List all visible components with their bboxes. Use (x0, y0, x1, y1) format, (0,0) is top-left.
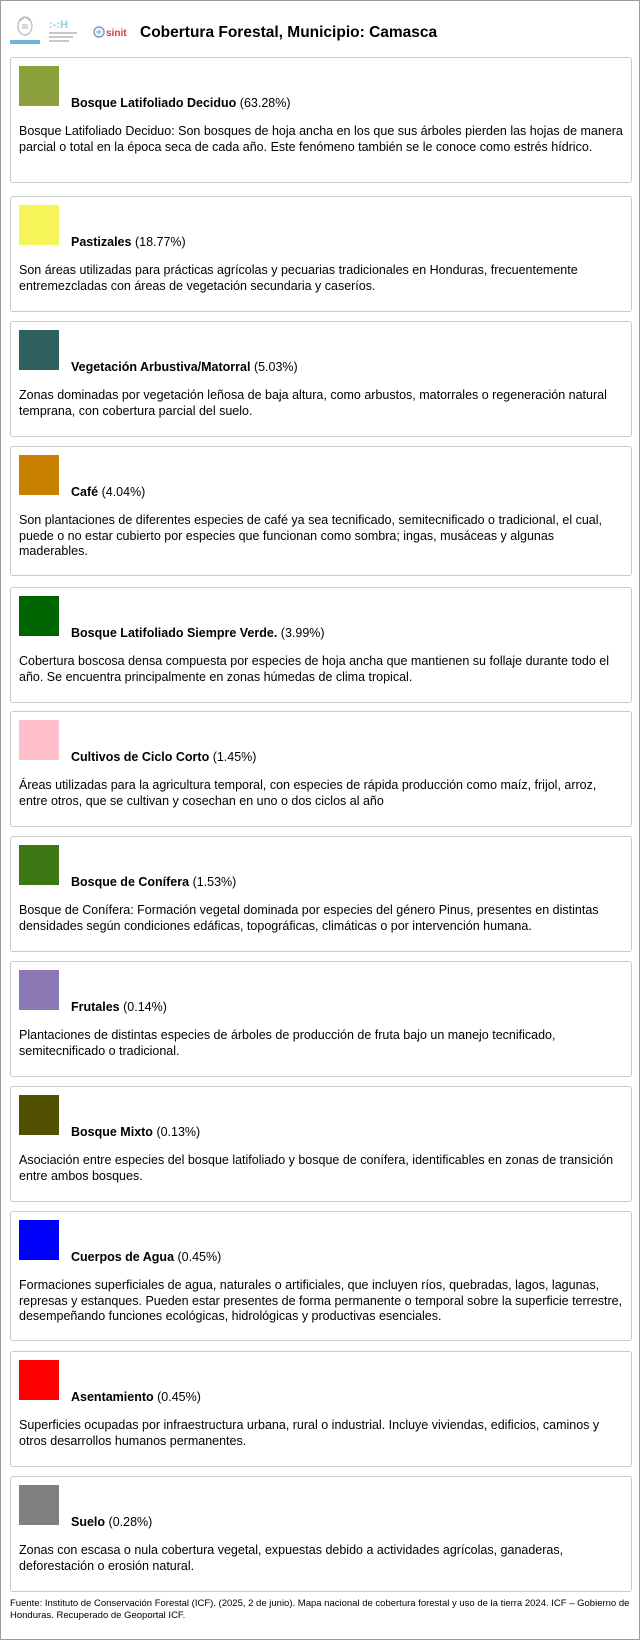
category-percent: (18.77%) (134, 235, 186, 249)
category-title (71, 875, 236, 889)
category-color-swatch (19, 845, 59, 885)
category-description: Plantaciones de distintas especies de árboles de producción de fruta bajo un manejo tecnificado, semitecnificado o tradicional. (19, 1028, 556, 1058)
category-name: Cuerpos de Agua (71, 1250, 175, 1264)
category-percent: (63.28%) (239, 96, 291, 110)
category-name: Bosque de Conífera (71, 875, 190, 889)
header (1, 1, 639, 53)
category-card (10, 196, 632, 312)
category-card (10, 1351, 632, 1467)
category-card (10, 587, 632, 703)
category-title (71, 750, 256, 764)
category-description: Asociación entre especies del bosque latifoliado y bosque de conífera, identificables en zonas de transición entre ambos bosques. (19, 1153, 614, 1183)
category-percent: (1.53%) (192, 875, 237, 889)
category-name: Bosque Mixto (71, 1125, 153, 1139)
category-percent: (0.45%) (177, 1250, 222, 1264)
category-color-swatch (19, 66, 59, 106)
category-percent: (4.04%) (101, 485, 146, 499)
category-title (71, 1250, 221, 1264)
category-description: Bosque de Conífera: Formación vegetal dominada por especies del género Pinus, presentes en distintas densidades según condiciones edáficas, topográficas, climáticas o por intervención humana. (19, 903, 599, 933)
category-name: Café (71, 485, 99, 499)
category-card (10, 57, 632, 183)
category-card (10, 1476, 632, 1592)
category-percent: (1.45%) (212, 750, 257, 764)
category-title (71, 360, 298, 374)
category-percent: (0.14%) (123, 1000, 167, 1014)
category-name: Bosque Latifoliado Siempre Verde. (71, 626, 278, 640)
category-color-swatch (19, 1360, 59, 1400)
category-description: Son áreas utilizadas para prácticas agrícolas y pecuarias tradicionales en Honduras, frecuentemente entremezcladas con áreas de vegetación secundaria y caseríos. (19, 263, 578, 293)
category-description: Son plantaciones de diferentes especies de café ya sea tecnificado, semitecnificado o tradicional, el cual, puede o no estar cubierto por especies que funcionan como sombra; ingas, musáceas y algunas maderables. (19, 513, 602, 558)
category-color-swatch (19, 1485, 59, 1525)
category-description: Áreas utilizadas para la agricultura temporal, con especies de rápida producción como maíz, frijol, arroz, entre otros, que se cultivan y cosechan en uno o dos ciclos al año (19, 778, 597, 808)
category-card (10, 1211, 632, 1341)
category-description: Zonas dominadas por vegetación leñosa de baja altura, como arbustos, matorrales o regeneración natural temprana, con cobertura parcial del suelo. (19, 388, 607, 418)
category-card (10, 711, 632, 827)
category-percent: (0.13%) (156, 1125, 201, 1139)
category-title (71, 626, 325, 640)
category-title (71, 235, 186, 249)
category-name: Frutales (71, 1000, 120, 1014)
category-card (10, 836, 632, 952)
category-color-swatch (19, 1220, 59, 1260)
category-percent: (0.45%) (157, 1390, 201, 1404)
honduras-logo-icon (9, 15, 41, 49)
category-color-swatch (19, 970, 59, 1010)
category-card (10, 1086, 632, 1202)
category-card (10, 961, 632, 1077)
page-title: Cobertura Forestal, Municipio: Camasca (140, 24, 438, 41)
category-name: Vegetación Arbustiva/Matorral (71, 360, 251, 374)
category-description: Zonas con escasa o nula cobertura vegetal, expuestas debido a actividades agrícolas, ganaderas, deforestación o erosión natural. (19, 1543, 564, 1573)
category-title (71, 1390, 201, 1404)
category-color-swatch (19, 330, 59, 370)
category-title (71, 1515, 152, 1529)
category-name: Bosque Latifoliado Deciduo (71, 96, 237, 110)
category-card (10, 446, 632, 576)
category-color-swatch (19, 1095, 59, 1135)
category-title (71, 1125, 200, 1139)
svg-text:sinit: sinit (106, 28, 127, 39)
category-color-swatch (19, 455, 59, 495)
category-name: Suelo (71, 1515, 106, 1529)
category-percent: (3.99%) (280, 626, 325, 640)
category-title (71, 1000, 167, 1014)
category-name: Cultivos de Ciclo Corto (71, 750, 210, 764)
svg-text::-:H: :-:H (49, 19, 68, 31)
category-color-swatch (19, 720, 59, 760)
category-name: Asentamiento (71, 1390, 154, 1404)
secretaria-logo-icon (47, 17, 81, 47)
category-color-swatch (19, 205, 59, 245)
category-description: Cobertura boscosa densa compuesta por especies de hoja ancha que mantienen su follaje durante todo el año. Se encuentra principalmente en zonas húmedas de clima tropical. (19, 654, 609, 684)
category-percent: (0.28%) (108, 1515, 153, 1529)
category-title (71, 485, 145, 499)
sinit-logo-icon (93, 24, 133, 40)
logo-strip (9, 15, 131, 49)
category-percent: (5.03%) (253, 360, 298, 374)
category-name: Pastizales (71, 235, 132, 249)
category-title (71, 96, 291, 110)
category-description: Superficies ocupadas por infraestructura urbana, rural o industrial. Incluye viviendas, edificios, caminos y otros desarrollos humanos permanentes. (19, 1418, 600, 1448)
category-color-swatch (19, 596, 59, 636)
source-citation: Fuente: Instituto de Conservación Forestal (ICF). (2025, 2 de junio). Mapa nacional de cobertura forestal y uso de la tierra 2024. ICF – Gobierno de Honduras. Recuperado de Geoportal ICF. (10, 1598, 630, 1621)
category-description: Formaciones superficiales de agua, naturales o artificiales, que incluyen ríos, quebradas, lagos, lagunas, represas y estanques. Pueden estar presentes de forma permanente o temporal sobre la superficie terrestre, desempeñando funciones ecológicas, hidrológicas y productivas esenciales. (19, 1278, 623, 1323)
category-card (10, 321, 632, 437)
category-description: Bosque Latifoliado Deciduo: Son bosques de hoja ancha en los que sus árboles pierden las hojas de manera parcial o total en la época seca de cada año. Este fenómeno también se le conoce como estrés hídrico. (19, 124, 623, 154)
